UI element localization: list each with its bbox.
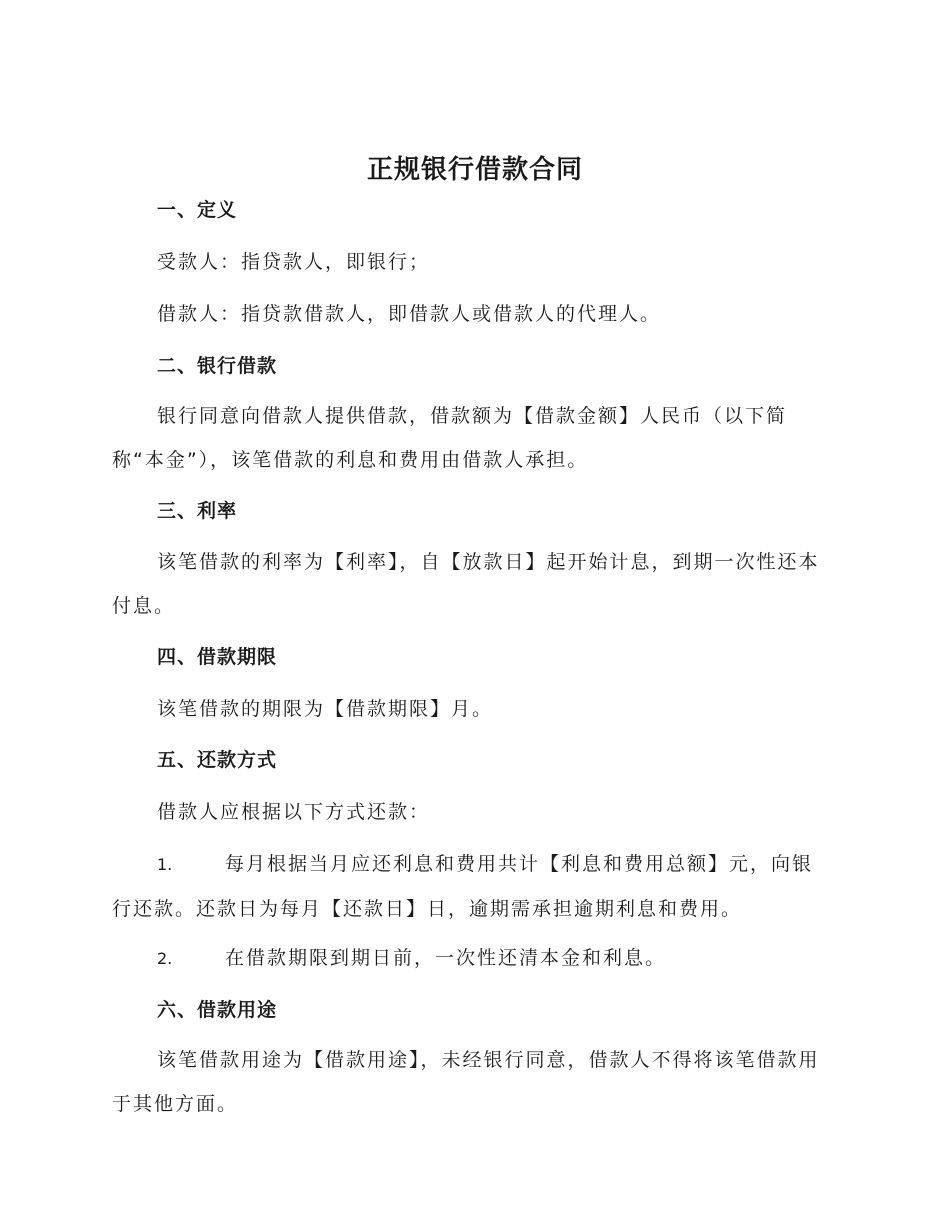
definition-lender: 受款人：指贷款人，即银行； bbox=[157, 251, 431, 273]
list-number: 1. bbox=[157, 855, 173, 874]
section-line-repayment: 借款人应根据以下方式还款： bbox=[157, 801, 431, 823]
section-line-loan-term: 该笔借款的期限为【借款期限】月。 bbox=[157, 698, 494, 720]
section-heading-repayment: 五、还款方式 bbox=[157, 749, 278, 771]
document-title: 正规银行借款合同 bbox=[366, 155, 583, 185]
section-paragraph-loan-purpose: 该笔借款用途为【借款用途】，未经银行同意，借款人不得将该笔借款用于其他方面。 bbox=[112, 1049, 820, 1115]
list-item-text: 在借款期限到期日前，一次性还清本金和利息。 bbox=[225, 947, 667, 969]
section-paragraph-interest-rate: 该笔借款的利率为【利率】，自【放款日】起开始计息，到期一次性还本付息。 bbox=[112, 551, 820, 617]
section-heading-interest-rate: 三、利率 bbox=[157, 500, 238, 522]
list-item bbox=[112, 936, 832, 981]
definition-borrower: 借款人：指贷款借款人，即借款人或借款人的代理人。 bbox=[157, 303, 662, 325]
list-item bbox=[112, 842, 832, 931]
section-heading-loan-term: 四、借款期限 bbox=[157, 646, 278, 668]
section-heading-definitions: 一、定义 bbox=[157, 199, 238, 221]
section-paragraph-bank-loan: 银行同意向借款人提供借款，借款额为【借款金额】人民币（以下简称“本金”），该笔借款的利息和费用由借款人承担。 bbox=[112, 405, 788, 471]
section-heading-loan-purpose: 六、借款用途 bbox=[157, 999, 278, 1021]
list-item-text: 每月根据当月应还利息和费用共计【利息和费用总额】元，向银行还款。还款日为每月【还款日】日，逾期需承担逾期利息和费用。 bbox=[112, 853, 814, 920]
list-number: 2. bbox=[157, 949, 173, 968]
section-heading-bank-loan: 二、银行借款 bbox=[157, 355, 278, 377]
